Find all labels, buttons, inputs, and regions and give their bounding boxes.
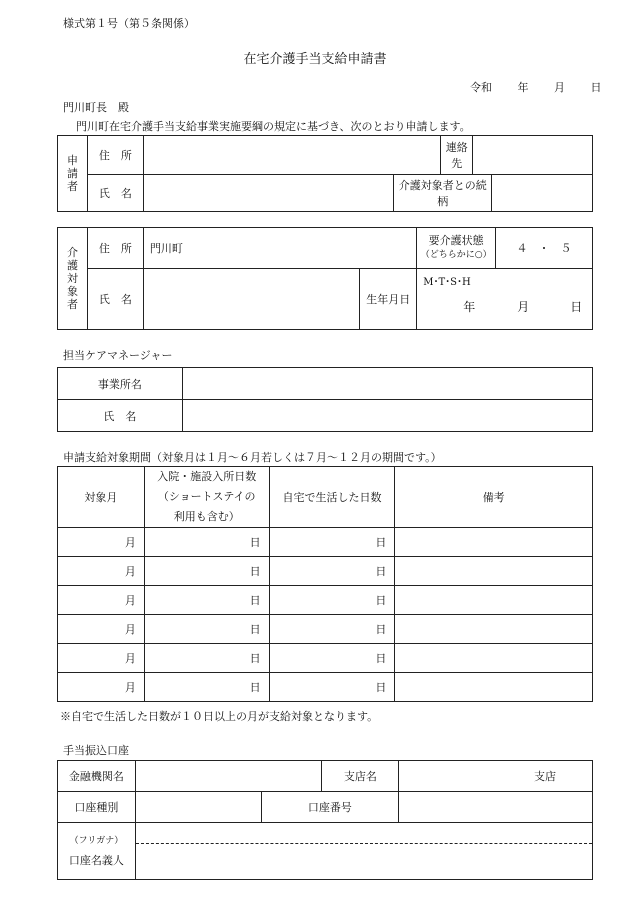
- care-recipient-name-field[interactable]: [143, 269, 359, 330]
- hospital-days-cell[interactable]: 日: [144, 673, 269, 702]
- month-cell[interactable]: 月: [58, 557, 145, 586]
- birth-month: 月: [517, 300, 530, 314]
- care-level-options[interactable]: ４ ・ ５: [496, 228, 593, 269]
- applicant-section-label: 申 請 者: [58, 136, 88, 212]
- applicant-contact-label: 連絡先: [441, 136, 473, 175]
- intro-text: 門川町在宅介護手当支給事業実施要綱の規定に基づき、次のとおり申請します。: [76, 120, 471, 133]
- birth-date-label: 生年月日: [360, 269, 417, 330]
- remarks-cell[interactable]: [395, 586, 593, 615]
- institution-label: 金融機関名: [58, 761, 136, 792]
- applicant-address-field[interactable]: [143, 136, 440, 175]
- remarks-cell[interactable]: [395, 528, 593, 557]
- care-manager-heading: 担当ケアマネージャー: [63, 349, 173, 362]
- table-row: [58, 644, 593, 673]
- period-table: [57, 466, 593, 702]
- application-date: [470, 79, 602, 95]
- table-row: [58, 528, 593, 557]
- date-day: 日: [590, 81, 602, 94]
- home-days-cell[interactable]: 日: [269, 528, 395, 557]
- account-type-label: 口座種別: [58, 792, 136, 823]
- furigana-field[interactable]: [136, 823, 592, 844]
- care-manager-table: [57, 367, 593, 432]
- home-days-cell[interactable]: 日: [269, 586, 395, 615]
- applicant-relation-field[interactable]: [492, 175, 593, 212]
- birth-day: 日: [570, 300, 583, 314]
- account-number-field[interactable]: [399, 792, 593, 823]
- table-row: [58, 557, 593, 586]
- remarks-cell[interactable]: [395, 673, 593, 702]
- form-number: 様式第１号（第５条関係）: [63, 17, 195, 30]
- account-holder-label: （フリガナ） 口座名義人: [58, 823, 136, 880]
- hospital-days-header: 入院・施設入所日数 （ショートステイの 利用も含む）: [144, 467, 269, 528]
- home-days-header: 自宅で生活した日数: [269, 467, 395, 528]
- period-heading: 申請支給対象期間（対象月は１月～６月若しくは７月～１２月の期間です。）: [63, 451, 442, 464]
- remarks-header: 備考: [395, 467, 593, 528]
- hospital-days-cell[interactable]: 日: [144, 586, 269, 615]
- care-manager-name-label: 氏 名: [58, 400, 183, 432]
- home-days-cell[interactable]: 日: [269, 644, 395, 673]
- table-row: [58, 586, 593, 615]
- bank-heading: 手当振込口座: [63, 744, 129, 757]
- applicant-table: [57, 135, 593, 212]
- applicant-relation-label: 介護対象者との続柄: [394, 175, 492, 212]
- hospital-days-cell[interactable]: 日: [144, 644, 269, 673]
- remarks-cell[interactable]: [395, 557, 593, 586]
- remarks-cell[interactable]: [395, 615, 593, 644]
- branch-label: 支店名: [322, 761, 399, 792]
- birth-year: 年: [463, 300, 476, 314]
- care-manager-name-field[interactable]: [182, 400, 592, 432]
- office-name-field[interactable]: [182, 368, 592, 400]
- month-cell[interactable]: 月: [58, 615, 145, 644]
- birth-date-field[interactable]: [417, 269, 593, 330]
- page-title: 在宅介護手当支給申請書: [243, 52, 387, 67]
- institution-field[interactable]: [135, 761, 322, 792]
- month-cell[interactable]: 月: [58, 673, 145, 702]
- table-row: [58, 615, 593, 644]
- office-name-label: 事業所名: [58, 368, 183, 400]
- month-cell[interactable]: 月: [58, 644, 145, 673]
- date-month: 月: [554, 81, 565, 94]
- date-era: 令和: [470, 81, 492, 94]
- branch-field[interactable]: 支店: [399, 761, 593, 792]
- era-options: M･T･S･H: [423, 277, 471, 288]
- care-level-label: 要介護状態 （どちらかに○）: [417, 228, 496, 269]
- home-days-cell[interactable]: 日: [269, 615, 395, 644]
- applicant-name-field[interactable]: [143, 175, 393, 212]
- care-recipient-address-field[interactable]: 門川町: [143, 228, 416, 269]
- account-number-label: 口座番号: [261, 792, 399, 823]
- account-type-field[interactable]: [135, 792, 261, 823]
- care-recipient-section-label: 介 護 対 象 者: [58, 228, 88, 330]
- holder-name-field[interactable]: [136, 844, 592, 879]
- care-recipient-table: [57, 227, 593, 330]
- eligibility-note: ※自宅で生活した日数が１０日以上の月が支給対象となります。: [60, 710, 379, 723]
- table-row: [58, 673, 593, 702]
- applicant-name-label: 氏 名: [87, 175, 143, 212]
- remarks-cell[interactable]: [395, 644, 593, 673]
- addressee: 門川町長 殿: [63, 101, 129, 114]
- month-cell[interactable]: 月: [58, 528, 145, 557]
- care-recipient-address-label: 住 所: [87, 228, 143, 269]
- bank-table: [57, 760, 593, 880]
- month-header: 対象月: [58, 467, 145, 528]
- account-holder-field[interactable]: [135, 823, 592, 880]
- care-recipient-name-label: 氏 名: [87, 269, 143, 330]
- home-days-cell[interactable]: 日: [269, 557, 395, 586]
- applicant-address-label: 住 所: [87, 136, 143, 175]
- month-cell[interactable]: 月: [58, 586, 145, 615]
- applicant-contact-field[interactable]: [473, 136, 593, 175]
- hospital-days-cell[interactable]: 日: [144, 615, 269, 644]
- hospital-days-cell[interactable]: 日: [144, 528, 269, 557]
- home-days-cell[interactable]: 日: [269, 673, 395, 702]
- hospital-days-cell[interactable]: 日: [144, 557, 269, 586]
- date-year: 年: [517, 81, 529, 94]
